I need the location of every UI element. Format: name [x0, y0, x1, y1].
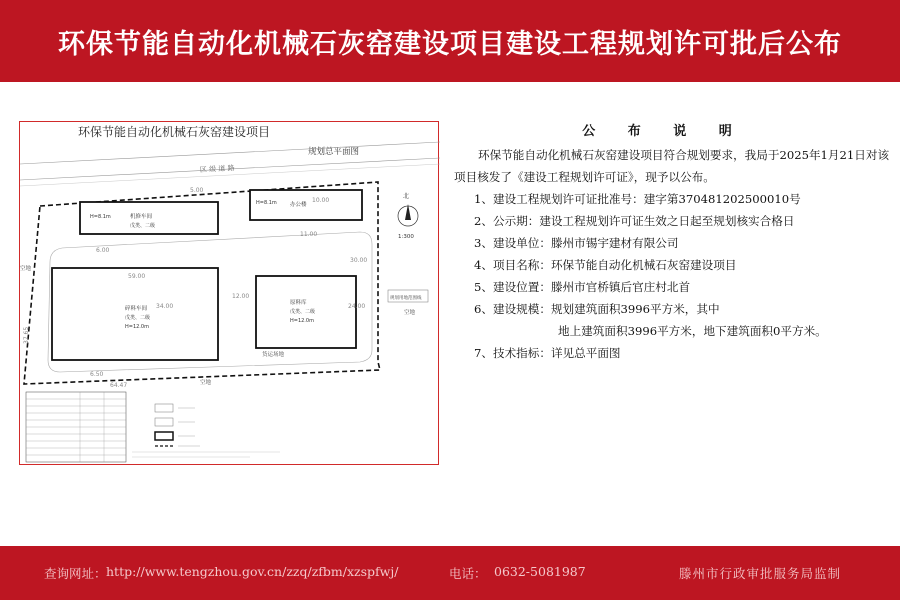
road-label: 区 级 道 路 — [199, 164, 235, 174]
green-label: 规划用地范围线 — [390, 296, 422, 301]
empty-left-label: 空地 — [20, 266, 32, 272]
garage-sub: 戊类、二级 — [130, 223, 156, 229]
notice-item: 6、建设规模：规划建筑面积3996平方米，其中 — [474, 302, 720, 316]
north-label: 北 — [403, 193, 410, 200]
notice-item-sub: 地上建筑面积3996平方米，地下建筑面积0平方米。 — [558, 324, 827, 338]
dim-label: 6.00 — [96, 247, 110, 254]
site-plan-svg — [20, 122, 440, 466]
header-banner — [0, 0, 900, 82]
notice-item: 7、技术指标：详见总平面图 — [474, 346, 621, 360]
dim-label: 5.00 — [190, 187, 204, 194]
dim-label: 34.00 — [156, 303, 174, 310]
page-title: 环保节能自动化机械石灰窑建设项目建设工程规划许可批后公布 — [58, 28, 842, 60]
crush-sub: 戊类、二级 — [125, 315, 151, 321]
notice-item: 1、建设工程规划许可证批准号：建字第370481202500010号 — [474, 192, 801, 206]
notice-item: 3、建设单位：滕州市锡宇建材有限公司 — [474, 236, 679, 250]
garage-height: H=8.1m — [90, 214, 111, 220]
notice-intro: 环保节能自动化机械石灰窑建设项目符合规划要求，我局于2025年1月21日对该项目核发了《建设工程规划许可证》，现予以公布。 — [454, 148, 890, 184]
notice-item: 5、建设位置：滕州市官桥镇后官庄村北首 — [474, 280, 691, 294]
dim-label: 59.00 — [128, 273, 146, 280]
url-label: 查询网址： — [44, 566, 107, 581]
crushing-workshop — [52, 268, 218, 360]
store-label: 原料库 — [290, 300, 307, 306]
site-plan-drawing — [19, 121, 439, 465]
garage-label: 机修车间 — [130, 214, 153, 220]
phone-label: 电话： — [449, 566, 487, 581]
crush-label: 碎料车间 — [125, 306, 148, 312]
notice-panel — [454, 121, 894, 364]
plan-legend — [132, 404, 280, 457]
dim-label: 24.00 — [348, 303, 366, 310]
empty-bottom-label: 空地 — [200, 380, 212, 386]
dim-label: 30.00 — [350, 257, 368, 264]
indicator-table — [26, 392, 126, 462]
plan-title: 环保节能自动化机械石灰窑建设项目 — [78, 125, 271, 139]
phone-number: 0632-5081987 — [494, 564, 586, 579]
crush-height: H=12.0m — [125, 324, 149, 330]
plan-subtitle: 规划总平面图 — [308, 147, 360, 157]
footer-banner — [0, 546, 900, 600]
logistics-label: 货运场地 — [262, 352, 285, 358]
query-url-link[interactable]: http://www.tengzhou.gov.cn/zzq/zfbm/xzspfwj/ — [106, 564, 399, 579]
scale-label: 1:300 — [398, 234, 414, 240]
dim-label: 12.00 — [232, 293, 250, 300]
dim-label: 6.50 — [90, 371, 104, 378]
dim-label: 11.00 — [300, 231, 318, 238]
dim-label: 37.65 — [23, 326, 30, 344]
supervisor-label: 滕州市行政审批服务局监制 — [679, 566, 842, 581]
dim-label: 64.47 — [110, 382, 128, 389]
dim-label: 10.00 — [312, 197, 330, 204]
notice-item: 2、公示期：建设工程规划许可证生效之日起至规划核实合格日 — [474, 214, 795, 228]
office-label: 办公楼 — [290, 202, 307, 208]
store-height: H=12.0m — [290, 318, 314, 324]
office-height: H=8.1m — [256, 200, 277, 206]
notice-title: 公 布 说 明 — [582, 124, 746, 139]
notice-item: 4、项目名称：环保节能自动化机械石灰窑建设项目 — [474, 258, 737, 272]
road-edge-1 — [20, 142, 440, 164]
store-sub: 戊类、二级 — [290, 309, 316, 315]
empty-right-label: 空地 — [404, 310, 416, 316]
